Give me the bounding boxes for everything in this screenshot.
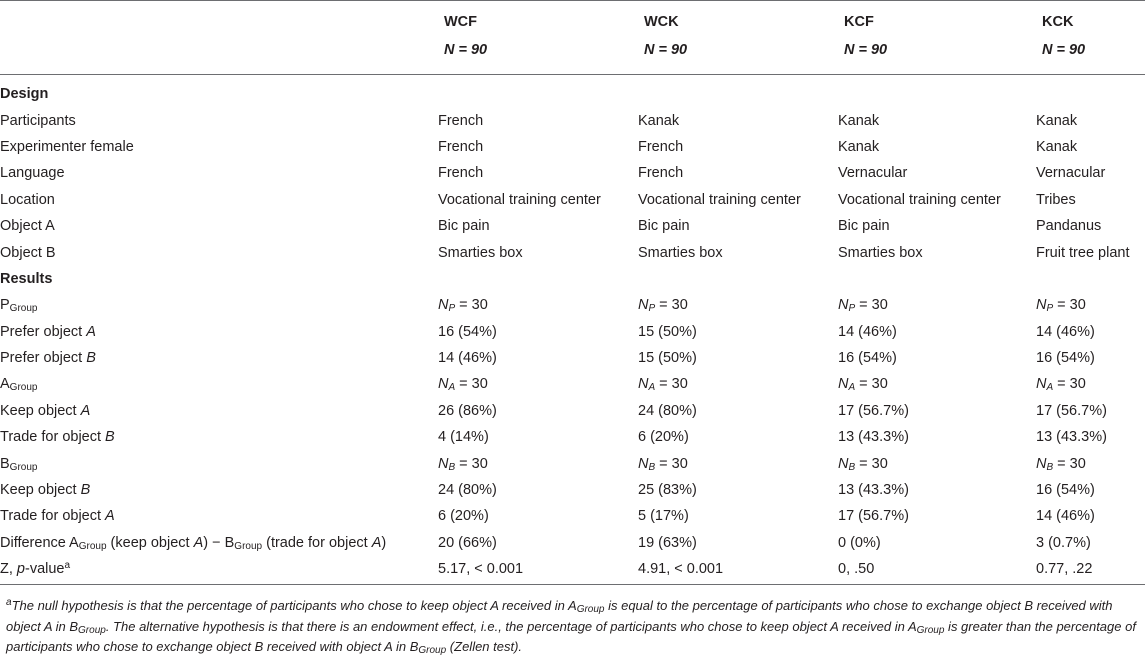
row-label: Participants [0,112,76,129]
cell-kck: Vernacular [1036,165,1106,182]
cell-kcf: 13 (43.3%) [838,482,909,499]
cell-wcf: French [438,138,484,155]
cell-wck: 19 (63%) [638,534,697,551]
table-row [0,292,1145,318]
section-row [0,81,1145,107]
cell-kck: 0.77, .22 [1036,561,1093,578]
table-row [0,503,1145,529]
table-row [0,239,1145,265]
cell-wck: Vocational training center [638,191,801,208]
cell-wck: 24 (80%) [638,402,697,419]
cell-kck: 17 (56.7%) [1036,402,1107,419]
row-label: Experimenter female [0,138,134,155]
cell-kcf: $N_B = 30$ [838,455,888,473]
cell-kcf: $N_P = 30$ [838,297,888,315]
cell-wcf: 6 (20%) [438,508,489,525]
cell-kcf [838,81,1036,107]
table-row [0,530,1145,556]
table-row [0,424,1145,450]
cell-wcf: Smarties box [438,244,523,261]
table-row [0,450,1145,476]
cell-kcf: 0 (0%) [838,534,881,551]
cell-wck: French [638,165,684,182]
table-footnote: $^a$The null hypothesis is that the percentage of participants who chose to keep object A received in $A_{Group}$ is equal to the percentage of participants who chose to exchange object B received with object A in $B_{Group}$. The alternative hypothesis is that there is an endowment effect, i.e., the percentage of participants who chose to keep object A received in $A_{Group}$ is greater than the percentage of participants who chose to exchange object B received with object A in $B_{Group}$ (Zellen test). [6,597,1136,656]
row-label: Keep object B [0,482,91,499]
cell-wck: Kanak [638,112,680,129]
cell-kcf: 13 (43.3%) [838,429,909,446]
cell-wcf: French [438,165,484,182]
cell-kck: Pandanus [1036,218,1102,235]
cell-kck: 14 (46%) [1036,323,1095,340]
table-row [0,187,1145,213]
cell-wcf: 14 (46%) [438,350,497,367]
cell-kck: Tribes [1036,191,1076,208]
cell-wck [638,266,838,292]
cell-wcf: 5.17, < 0.001 [438,561,524,578]
cell-kcf [838,266,1036,292]
cell-wck: French [638,138,684,155]
cell-wck: 4.91, < 0.001 [638,561,724,578]
row-label: Prefer object B [0,350,96,367]
row-label: $A_{Group}$ [0,376,38,394]
header-n-wcf: N = 90 [444,42,488,58]
header-col-wck: WCK [644,14,679,30]
cell-kcf: Kanak [838,112,880,129]
cell-kcf: Vernacular [838,165,908,182]
table-row [0,345,1145,371]
row-label: Language [0,165,65,182]
row-label: Z, p-value$^a$ [0,560,71,578]
cell-wcf [438,81,638,107]
table-row [0,160,1145,186]
cell-kcf: 17 (56.7%) [838,402,909,419]
header-n-kcf: N = 90 [844,42,888,58]
table-row [0,556,1145,582]
row-label: Difference $A_{Group}$ (keep object $A) - B_{Group}$ (trade for object A) [0,534,387,552]
cell-kcf: Smarties box [838,244,923,261]
cell-wck: Bic pain [638,218,690,235]
header-col-wcf: WCF [444,14,478,30]
table-row [0,371,1145,397]
cell-wck: 6 (20%) [638,429,689,446]
row-label: Keep object A [0,402,91,419]
cell-kcf: 16 (54%) [838,350,897,367]
table-row [0,477,1145,503]
cell-wcf: $N_P = 30$ [438,297,488,315]
cell-wck: 5 (17%) [638,508,689,525]
cell-wcf: 24 (80%) [438,482,497,499]
cell-kck: 16 (54%) [1036,482,1095,499]
cell-wck: 25 (83%) [638,482,697,499]
header-col-kcf: KCF [844,14,874,30]
cell-wcf: French [438,112,484,129]
cell-kck: $N_P = 30$ [1036,297,1086,315]
cell-kck: Kanak [1036,138,1078,155]
table-row [0,107,1145,133]
row-label: Trade for object B [0,429,115,446]
cell-wcf: $N_A = 30$ [438,376,488,394]
cell-wck: $N_A = 30$ [638,376,688,394]
cell-kck [1036,81,1145,107]
table-header-rule [0,74,1145,75]
cell-wck: 15 (50%) [638,350,697,367]
cell-kck: 14 (46%) [1036,508,1095,525]
cell-wck [638,81,838,107]
table-row [0,134,1145,160]
row-label: $B_{Group}$ [0,455,38,473]
cell-kcf: Vocational training center [838,191,1001,208]
section-row [0,266,1145,292]
cell-kck: $N_A = 30$ [1036,376,1086,394]
cell-kck: 16 (54%) [1036,350,1095,367]
row-label: Object B [0,244,56,261]
table-row [0,213,1145,239]
table-top-rule [0,0,1145,1]
cell-kcf: Kanak [838,138,880,155]
cell-kck: 13 (43.3%) [1036,429,1107,446]
header-n-wck: N = 90 [644,42,688,58]
cell-wcf: $N_B = 30$ [438,455,488,473]
cell-kcf: 0, .50 [838,561,875,578]
row-label: Trade for object A [0,508,115,525]
section-label: Design [0,86,49,103]
cell-kck: 3 (0.7%) [1036,534,1091,551]
section-label: Results [0,270,53,287]
cell-wcf: 16 (54%) [438,323,497,340]
header-col-kck: KCK [1042,14,1074,30]
cell-kcf: 17 (56.7%) [838,508,909,525]
table-row [0,319,1145,345]
table-row [0,398,1145,424]
cell-kck [1036,266,1145,292]
row-label: Prefer object A [0,323,96,340]
cell-kcf: Bic pain [838,218,890,235]
cell-wck: Smarties box [638,244,723,261]
row-label: Location [0,191,55,208]
cell-wcf: 20 (66%) [438,534,497,551]
cell-wcf: Vocational training center [438,191,601,208]
cell-wcf: Bic pain [438,218,490,235]
cell-kcf: 14 (46%) [838,323,897,340]
cell-wcf [438,266,638,292]
cell-wcf: 4 (14%) [438,429,489,446]
cell-kcf: $N_A = 30$ [838,376,888,394]
cell-wck: 15 (50%) [638,323,697,340]
cell-wcf: 26 (86%) [438,402,497,419]
header-n-kck: N = 90 [1042,42,1086,58]
table-bottom-rule [0,584,1145,585]
data-table [0,81,1145,582]
cell-kck: Kanak [1036,112,1078,129]
row-label: $P_{Group}$ [0,297,38,315]
cell-kck: Fruit tree plant [1036,244,1130,261]
row-label: Object A [0,218,55,235]
cell-kck: $N_B = 30$ [1036,455,1086,473]
cell-wck: $N_P = 30$ [638,297,688,315]
cell-wck: $N_B = 30$ [638,455,688,473]
